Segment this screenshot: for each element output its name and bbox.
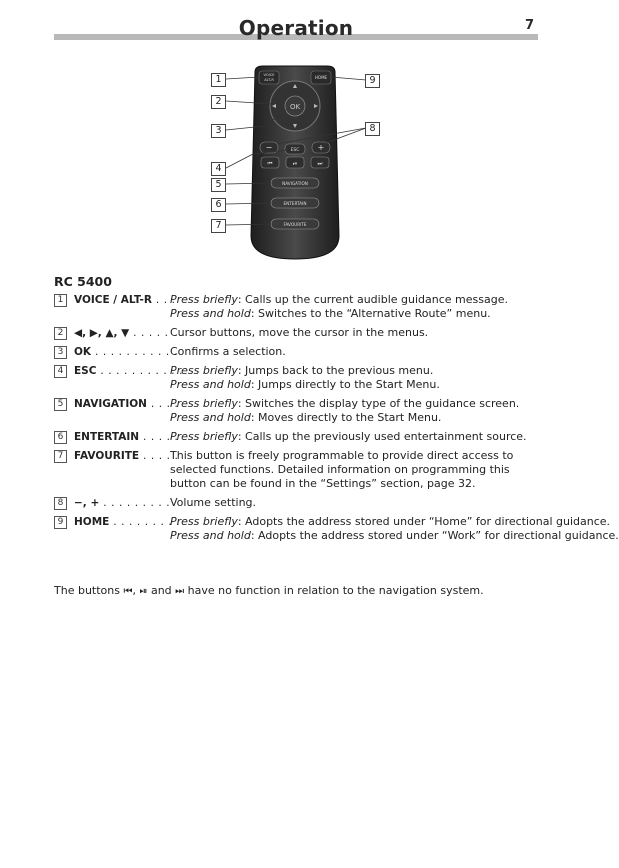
item-key-label (74, 496, 170, 510)
item-leader-dots: . . . . . . . . . . . (91, 346, 178, 358)
press-mode-label: Press briefly (170, 293, 238, 306)
press-mode-label: Press briefly (170, 430, 238, 443)
item-number: 6 (54, 431, 67, 444)
item-leader-dots: . . . . . . . . . . . (96, 365, 184, 377)
callout-4: 4 (211, 162, 226, 176)
description-text: : Calls up the previously used entertainment source. (237, 430, 527, 443)
item-number: 9 (54, 516, 67, 529)
description-line (170, 378, 538, 392)
press-mode-label: Press briefly (170, 515, 238, 528)
press-mode-label: Press and hold (170, 378, 251, 391)
item-leader-dots: . . . . . . . . . (109, 516, 181, 528)
list-item (54, 397, 538, 425)
description-text: : Adopts the address stored under “Home” for directional guidance. (237, 515, 611, 528)
press-mode-label: Press briefly (170, 364, 238, 377)
callout-1: 1 (211, 73, 226, 87)
description-text: Confirms a selection. (170, 345, 286, 358)
item-number: 3 (54, 346, 67, 359)
item-key-text: ESC (74, 365, 97, 377)
item-key-text: FAVOURITE (74, 450, 140, 462)
footer-comma: , (132, 584, 140, 597)
callout-3: 3 (211, 124, 226, 138)
description-text: : Jumps back to the previous menu. (237, 364, 434, 377)
remote-control-illustration (205, 64, 385, 270)
item-number: 1 (54, 294, 67, 307)
description-line (170, 293, 538, 307)
svg-text:ALT-R: ALT-R (264, 78, 274, 82)
model-name: RC 5400 (54, 274, 112, 289)
svg-text:NAVIGATION: NAVIGATION (282, 181, 308, 186)
item-description (170, 293, 538, 321)
footer-text-before: The buttons (54, 584, 124, 597)
footer-text-after: have no function in relation to the navigation system. (184, 584, 484, 597)
svg-text:FAVOURITE: FAVOURITE (283, 222, 307, 227)
item-number: 8 (54, 497, 67, 510)
item-number: 4 (54, 365, 67, 378)
item-key-text: OK (74, 346, 92, 358)
svg-text:⏭: ⏭ (317, 161, 323, 167)
description-line (170, 307, 538, 321)
svg-text:+: + (317, 143, 325, 152)
item-leader-dots: . . . . . . . . . (99, 497, 171, 509)
item-description (170, 496, 538, 510)
svg-text:ENTERTAIN: ENTERTAIN (283, 201, 307, 206)
item-description (170, 449, 538, 491)
callout-7: 7 (211, 219, 226, 233)
description-text: : Calls up the current audible guidance message. (237, 293, 508, 306)
item-description (170, 430, 538, 444)
description-line (170, 430, 538, 444)
description-line (170, 345, 538, 359)
description-line (170, 529, 619, 543)
list-item (54, 449, 538, 491)
item-key-text: HOME (74, 516, 110, 528)
description-text: : Switches the display type of the guidance screen. (237, 397, 520, 410)
description-text: This button is freely programmable to provide direct access to selected functions. Detailed information on programming this button can be found in the “Settings” section, page 32. (170, 449, 514, 490)
callout-6: 6 (211, 198, 226, 212)
list-item (54, 364, 538, 392)
item-key-label (74, 430, 179, 444)
description-line (170, 411, 538, 425)
svg-text:⏯: ⏯ (292, 161, 298, 167)
play-pause-icon: ⏯ (139, 586, 148, 597)
svg-text:ESC: ESC (290, 148, 300, 153)
item-key-label (74, 293, 176, 307)
press-mode-label: Press briefly (170, 397, 238, 410)
description-line (170, 364, 538, 378)
svg-text:−: − (265, 143, 273, 152)
item-key-text: ENTERTAIN (74, 431, 140, 443)
item-number: 2 (54, 327, 67, 340)
description-line (170, 397, 538, 411)
callout-2: 2 (211, 95, 226, 109)
button-description-list (54, 293, 619, 548)
description-line (170, 515, 611, 529)
svg-text:⏮: ⏮ (267, 161, 273, 167)
page-number: 7 (524, 18, 534, 33)
item-leader-dots: . . . . . (139, 431, 179, 443)
item-description (170, 326, 538, 340)
callout-5: 5 (211, 178, 226, 192)
item-key-label (74, 449, 179, 463)
description-line (170, 449, 538, 491)
page-title: Operation (238, 16, 354, 40)
list-item (54, 326, 538, 340)
svg-text:HOME: HOME (314, 75, 328, 80)
item-key-label (74, 515, 181, 529)
description-text: : Switches to the “Alternative Route” menu. (250, 307, 491, 320)
footer-and: and (147, 584, 176, 597)
item-key-text: NAVIGATION (74, 398, 147, 410)
list-item (54, 345, 538, 359)
item-description (170, 345, 538, 359)
list-item (54, 293, 538, 321)
item-key-label (74, 345, 178, 359)
press-mode-label: Press and hold (170, 411, 251, 424)
item-number: 5 (54, 398, 67, 411)
press-mode-label: Press and hold (170, 529, 251, 542)
next-track-icon: ⏭ (175, 586, 185, 597)
description-text: Volume setting. (170, 496, 257, 509)
list-item (54, 496, 538, 510)
callout-8: 8 (365, 122, 380, 136)
description-text: : Jumps directly to the Start Menu. (250, 378, 440, 391)
remote-control-figure (205, 64, 385, 270)
description-text: : Moves directly to the Start Menu. (250, 411, 442, 424)
item-description (170, 364, 538, 392)
page-header (54, 14, 538, 41)
footer-note (54, 584, 484, 599)
item-leader-dots: . . . (151, 294, 176, 306)
item-key-label (74, 364, 184, 378)
list-item (54, 515, 619, 543)
item-key-text: ◀, ▶, ▲, ▼ (74, 327, 130, 339)
description-line (170, 496, 538, 510)
description-text: : Adopts the address stored under “Work” for directional guidance. (250, 529, 619, 542)
item-description (170, 397, 538, 425)
item-leader-dots: . . . . . (129, 327, 169, 339)
press-mode-label: Press and hold (170, 307, 251, 320)
item-key-label (74, 397, 179, 411)
item-key-text: VOICE / ALT-R (74, 294, 152, 306)
prev-track-icon: ⏮ (123, 586, 133, 597)
item-key-text: −, + (74, 497, 100, 509)
item-number: 7 (54, 450, 67, 463)
callout-9: 9 (365, 74, 380, 88)
item-leader-dots: . . . . (146, 398, 179, 410)
item-description (170, 515, 619, 543)
description-text: Cursor buttons, move the cursor in the menus. (170, 326, 429, 339)
list-item (54, 430, 538, 444)
svg-text:OK: OK (289, 103, 301, 111)
item-key-label (74, 326, 170, 340)
item-leader-dots: . . . . . (139, 450, 179, 462)
svg-text:VOICE: VOICE (263, 73, 275, 77)
description-line (170, 326, 538, 340)
